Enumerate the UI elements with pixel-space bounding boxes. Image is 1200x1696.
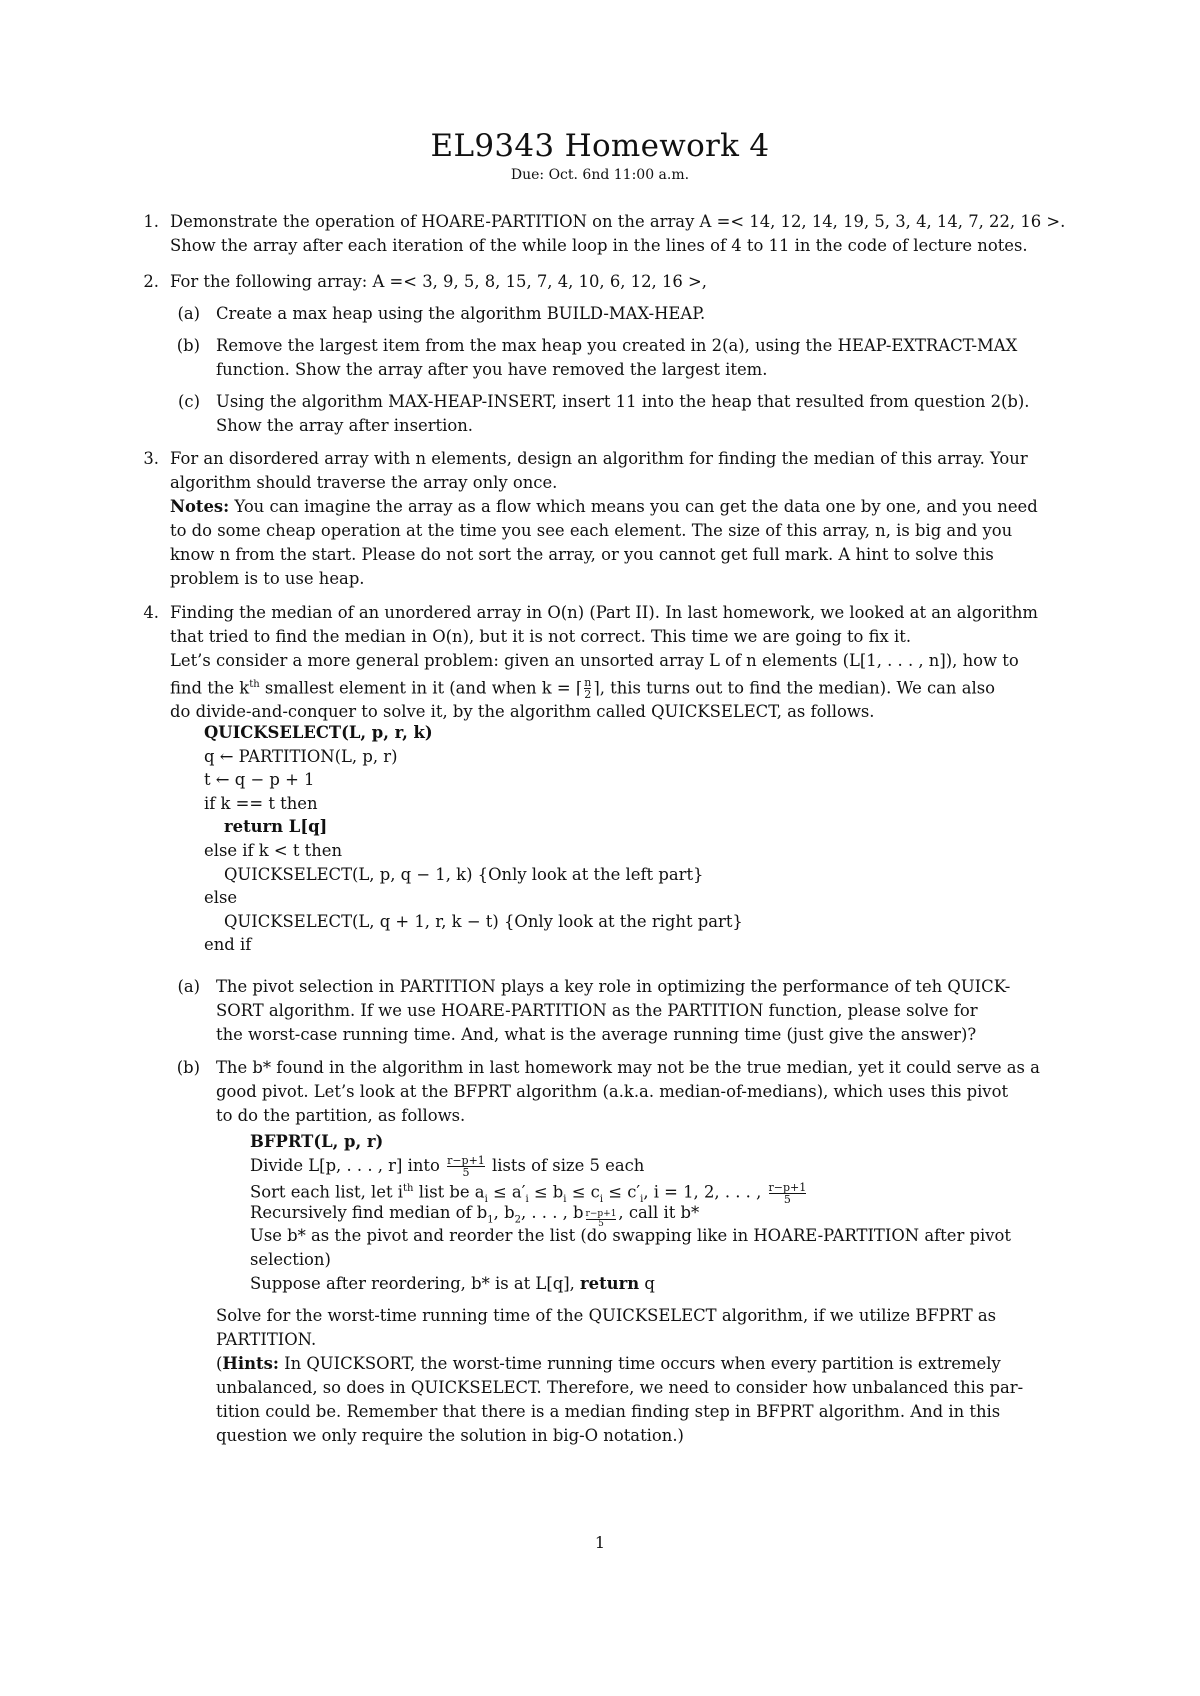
- question-2c-label: (c): [178, 392, 200, 411]
- sort-text: list be a: [413, 1182, 485, 1202]
- code-line-10: end if: [204, 935, 252, 955]
- question-3-notes: [170, 495, 1100, 519]
- question-4a-line-1: The pivot selection in PARTITION plays a key role in optimizing the performance of teh QUICK-: [216, 977, 1011, 996]
- fraction-numerator: r−p+1: [585, 1208, 617, 1219]
- code-line-1: [204, 721, 743, 745]
- question-1: [170, 210, 1100, 258]
- subscript-2: 2: [514, 1214, 521, 1226]
- rec-text: , . . . , b: [520, 1202, 584, 1222]
- solve-line-1: Solve for the worst-time running time of the QUICKSELECT algorithm, if we utilize BFPRT as: [216, 1306, 997, 1325]
- rec-text: , b: [493, 1202, 515, 1222]
- hints-line-1: [216, 1352, 1100, 1376]
- line-4-part-a: find the k: [170, 678, 250, 698]
- sort-fraction: [769, 1182, 807, 1205]
- bfprt-head: [250, 1130, 1011, 1154]
- question-3-number: 3.: [143, 449, 159, 468]
- question-2b-line-1: Remove the largest item from the max heap you created in 2(a), using the HEAP-EXTRACT-MAX: [216, 336, 1018, 355]
- question-4a-label: (a): [177, 977, 200, 996]
- kth-superscript: th: [249, 679, 260, 690]
- code-text: return L[q]: [224, 817, 328, 837]
- bfprt-use-1: Use b* as the pivot and reorder the list (do swapping like in HOARE-PARTITION after pivot: [250, 1226, 1011, 1246]
- bfprt-use-2: selection): [250, 1249, 331, 1269]
- hints-line-2: unbalanced, so does in QUICKSELECT. Therefore, we need to consider how unbalanced this par-: [216, 1378, 1024, 1397]
- sort-text: ≤ c: [566, 1182, 600, 1202]
- rec-text: Recursively find median of b: [250, 1202, 488, 1222]
- suppose-text: Suppose after reordering, b* is at L[q],: [250, 1273, 581, 1293]
- question-2b-line-2: function. Show the array after you have removed the largest item.: [216, 360, 768, 379]
- sort-text: ≤ a′: [487, 1182, 526, 1202]
- question-4b: [216, 1056, 1100, 1128]
- suppose-text-end: q: [639, 1273, 655, 1293]
- hints-line-3: tition could be. Remember that there is a median finding step in BFPRT algorithm. And in this: [216, 1402, 1001, 1421]
- question-2b: [216, 334, 1100, 382]
- rec-text: , call it b*: [618, 1202, 700, 1222]
- question-2-intro: For the following array: A =< 3, 9, 5, 8, 15, 7, 4, 10, 6, 12, 16 >,: [170, 272, 707, 291]
- notes-label: Notes:: [170, 497, 230, 516]
- question-4b-solve: [216, 1304, 1100, 1448]
- hints-text: In QUICKSORT, the worst-time running time occurs when every partition is extremely: [284, 1354, 1001, 1373]
- question-4b-line-3: to do the partition, as follows.: [216, 1106, 466, 1125]
- divide-text-end: lists of size 5 each: [492, 1155, 645, 1175]
- fraction-denominator: 5: [447, 1166, 485, 1178]
- question-2a: Create a max heap using the algorithm BUILD-MAX-HEAP.: [216, 304, 706, 323]
- question-4-line-3: Let’s consider a more general problem: given an unsorted array L of n elements (L[1, . . . , n]), how to: [170, 651, 1019, 670]
- subscript-i: i: [640, 1193, 644, 1205]
- code-line-9: QUICKSELECT(L, q + 1, r, k − t) {Only look at the right part}: [224, 911, 743, 931]
- subscript-1: 1: [487, 1214, 494, 1226]
- sort-text: Sort each list, let i: [250, 1182, 404, 1202]
- code-line-4: if k == t then: [204, 793, 318, 813]
- bfprt-pseudocode: [250, 1130, 1011, 1295]
- fraction-denominator: 5: [586, 1219, 617, 1229]
- question-2b-label: (b): [176, 336, 200, 355]
- document-title: EL9343 Homework 4: [430, 128, 770, 164]
- divide-fraction: [447, 1155, 485, 1178]
- hints-line-4: question we only require the solution in big-O notation.): [216, 1426, 684, 1445]
- fraction-denominator: 2: [584, 688, 592, 702]
- code-text: QUICKSELECT(L, p, r, k): [204, 723, 433, 742]
- sort-text: , i = 1, 2, . . . ,: [643, 1182, 762, 1202]
- subscript-i: i: [599, 1193, 604, 1205]
- line-4-part-b: smallest element in it (and when k = ⌈: [259, 678, 583, 698]
- question-1-line-2: Show the array after each iteration of the while loop in the lines of 4 to 11 in the code of lecture notes.: [170, 236, 1028, 255]
- question-3-line-6: problem is to use heap.: [170, 569, 365, 588]
- solve-line-2: PARTITION.: [216, 1330, 317, 1349]
- question-4b-line-2: good pivot. Let’s look at the BFPRT algorithm (a.k.a. median-of-medians), which uses this pivot: [216, 1082, 1009, 1101]
- fraction-numerator: n: [584, 676, 592, 690]
- question-3-line-4: to do some cheap operation at the time you see each element. The size of this array, n, is big and you: [170, 521, 1013, 540]
- code-line-3: t ← q − p + 1: [204, 770, 315, 790]
- question-3-line-5: know n from the start. Please do not sort the array, or you cannot get full mark. A hint to solve this: [170, 545, 994, 564]
- question-4-line-4: [170, 673, 1100, 700]
- question-1-number: 1.: [143, 212, 159, 231]
- question-1-line-1: Demonstrate the operation of HOARE-PARTITION on the array A =< 14, 12, 14, 19, 5, 3, 4, 14, 7, 22, 16 >.: [170, 212, 1066, 231]
- hints-label: Hints:: [222, 1354, 279, 1373]
- sort-text: ≤ b: [528, 1182, 564, 1202]
- bfprt-recursive: [250, 1201, 1011, 1229]
- n-over-2-fraction: [584, 677, 591, 700]
- question-2-number: 2.: [143, 272, 159, 291]
- question-4a-line-2: SORT algorithm. If we use HOARE-PARTITION as the PARTITION function, please solve for: [216, 1001, 978, 1020]
- question-4b-line-1: The b* found in the algorithm in last homework may not be the true median, yet it could serve as a: [216, 1058, 1040, 1077]
- bfprt-sort: [250, 1177, 1011, 1206]
- question-4-intro: [170, 601, 1100, 724]
- subscript-i: i: [563, 1193, 567, 1205]
- question-3-line-2: algorithm should traverse the array only once.: [170, 473, 558, 492]
- question-2c-line-1: Using the algorithm MAX-HEAP-INSERT, insert 11 into the heap that resulted from question 2(b).: [216, 392, 1030, 411]
- subscript-i: i: [525, 1193, 529, 1205]
- question-4b-label: (b): [176, 1058, 200, 1077]
- bfprt-suppose: [250, 1272, 1011, 1296]
- question-4-line-1: Finding the median of an unordered array in O(n) (Part II). In last homework, we looked at an algorithm: [170, 603, 1038, 622]
- return-keyword: return: [580, 1273, 640, 1293]
- fraction-numerator: r−p+1: [447, 1153, 485, 1167]
- bfprt-divide: [250, 1154, 1011, 1178]
- question-2c: [216, 390, 1100, 438]
- question-3-line-3: You can imagine the array as a flow which means you can get the data one by one, and you need: [234, 497, 1038, 516]
- page-number: 1: [594, 1533, 606, 1552]
- question-4-number: 4.: [143, 603, 159, 622]
- ith-superscript: th: [403, 1183, 414, 1195]
- question-4-line-5: do divide-and-conquer to solve it, by the algorithm called QUICKSELECT, as follows.: [170, 702, 875, 722]
- question-4a-line-3: the worst-case running time. And, what is the average running time (just give the answer)?: [216, 1025, 977, 1044]
- quickselect-pseudocode: [204, 721, 743, 957]
- hints-paren: (: [216, 1354, 223, 1373]
- subscript-i: i: [484, 1193, 488, 1205]
- question-4a: [216, 975, 1100, 1047]
- code-line-7: QUICKSELECT(L, p, q − 1, k) {Only look at the left part}: [224, 864, 704, 884]
- code-line-2: q ← PARTITION(L, p, r): [204, 746, 398, 766]
- question-3-line-1: For an disordered array with n elements, design an algorithm for finding the median of this array. Your: [170, 449, 1028, 468]
- line-4-part-c: ⌉, this turns out to find the median). We can also: [593, 678, 995, 698]
- question-4-line-2: that tried to find the median in O(n), but it is not correct. This time we are going to fix it.: [170, 627, 912, 646]
- fraction-numerator: r−p+1: [768, 1180, 807, 1194]
- due-date: Due: Oct. 6nd 11:00 a.m.: [510, 167, 690, 183]
- fraction-denominator: 5: [769, 1193, 807, 1205]
- bfprt-title: BFPRT(L, p, r): [250, 1132, 384, 1151]
- divide-text: Divide L[p, . . . , r] into: [250, 1155, 440, 1175]
- sort-text: ≤ c′: [603, 1182, 641, 1202]
- question-2c-line-2: Show the array after insertion.: [216, 416, 474, 435]
- code-line-5: [204, 815, 743, 839]
- question-2a-label: (a): [177, 304, 200, 323]
- code-line-8: else: [204, 888, 238, 908]
- code-line-6: else if k < t then: [204, 840, 343, 860]
- question-3: [170, 447, 1100, 591]
